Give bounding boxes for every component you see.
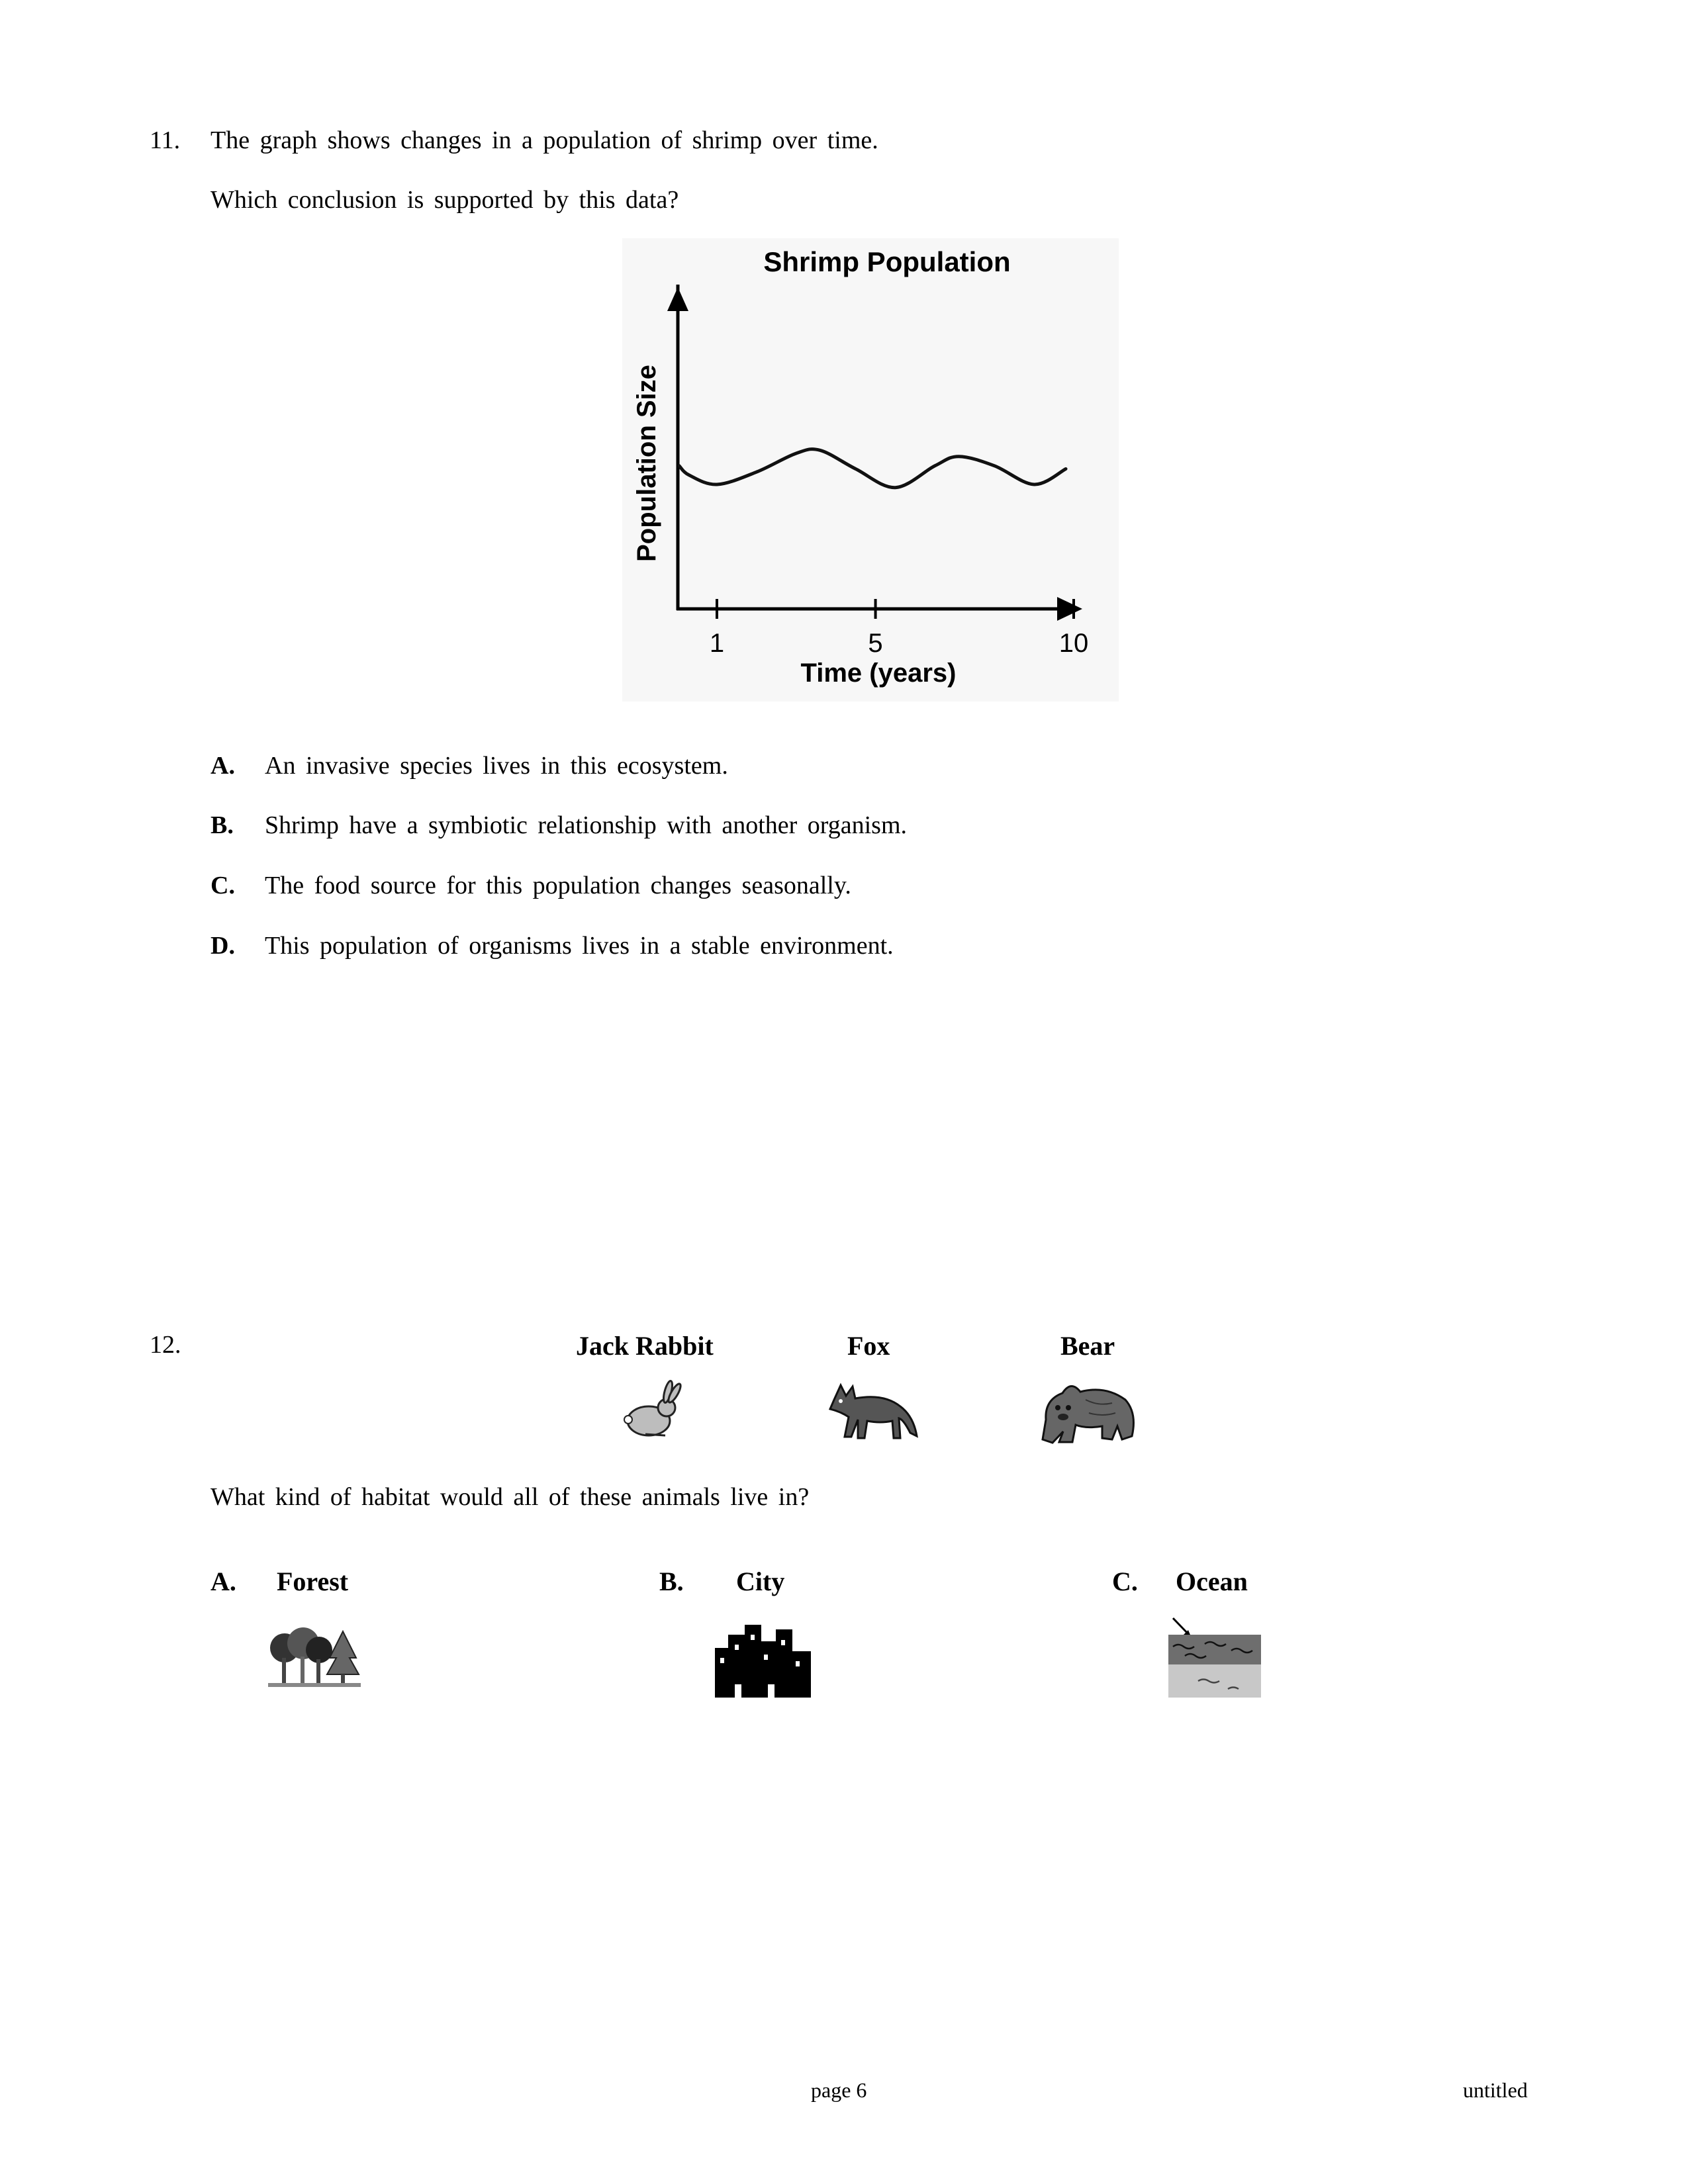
q11-option-d-text: This population of organisms lives in a stable environment. xyxy=(265,932,894,960)
q12-option-b-text: City xyxy=(736,1567,785,1596)
y-axis-label: Population Size xyxy=(632,365,661,562)
q11-question: Which conclusion is supported by this data? xyxy=(211,186,679,214)
q11-option-b-text: Shrimp have a symbiotic relationship with another organism. xyxy=(265,811,908,839)
q11-option-b-letter: B. xyxy=(211,811,234,839)
q12-option-a-text: Forest xyxy=(277,1567,349,1596)
animal-label-jack-rabbit: Jack Rabbit xyxy=(576,1331,714,1361)
q12-number: 12. xyxy=(150,1331,181,1359)
city-icon xyxy=(715,1621,811,1698)
q11-option-d-letter: D. xyxy=(211,932,235,960)
q11-prompt: The graph shows changes in a population of shrimp over time. xyxy=(211,126,878,154)
q11-option-a-text: An invasive species lives in this ecosystem. xyxy=(265,752,728,780)
animal-label-bear: Bear xyxy=(1060,1331,1115,1361)
q11-option-c-letter: C. xyxy=(211,872,235,899)
footer-page-number: page 6 xyxy=(811,2078,867,2102)
x-tick-label-10: 10 xyxy=(1058,629,1089,658)
q11-option-c-text: The food source for this population changes seasonally. xyxy=(265,872,851,899)
q12-option-a-letter: A. xyxy=(211,1567,236,1596)
x-tick-label-5: 5 xyxy=(868,629,883,658)
q11-number: 11. xyxy=(150,126,181,154)
footer-document-name: untitled xyxy=(1463,2078,1528,2102)
rabbit-icon xyxy=(619,1380,685,1443)
q12-question: What kind of habitat would all of these animals live in? xyxy=(211,1483,810,1511)
fox-icon xyxy=(821,1380,920,1443)
q12-option-c-letter: C. xyxy=(1112,1567,1138,1596)
ocean-icon xyxy=(1165,1615,1264,1701)
q11-option-a-letter: A. xyxy=(211,752,235,780)
shrimp-population-chart xyxy=(622,238,1119,702)
q12-option-c-text: Ocean xyxy=(1176,1567,1248,1596)
chart-svg xyxy=(622,238,1119,702)
forest-icon xyxy=(265,1625,364,1691)
x-axis-label: Time (years) xyxy=(800,659,957,688)
x-tick-label-1: 1 xyxy=(709,629,725,658)
animal-label-fox: Fox xyxy=(847,1331,890,1361)
bear-icon xyxy=(1039,1373,1139,1449)
q12-option-b-letter: B. xyxy=(659,1567,684,1596)
chart-title: Shrimp Population xyxy=(763,246,1011,277)
